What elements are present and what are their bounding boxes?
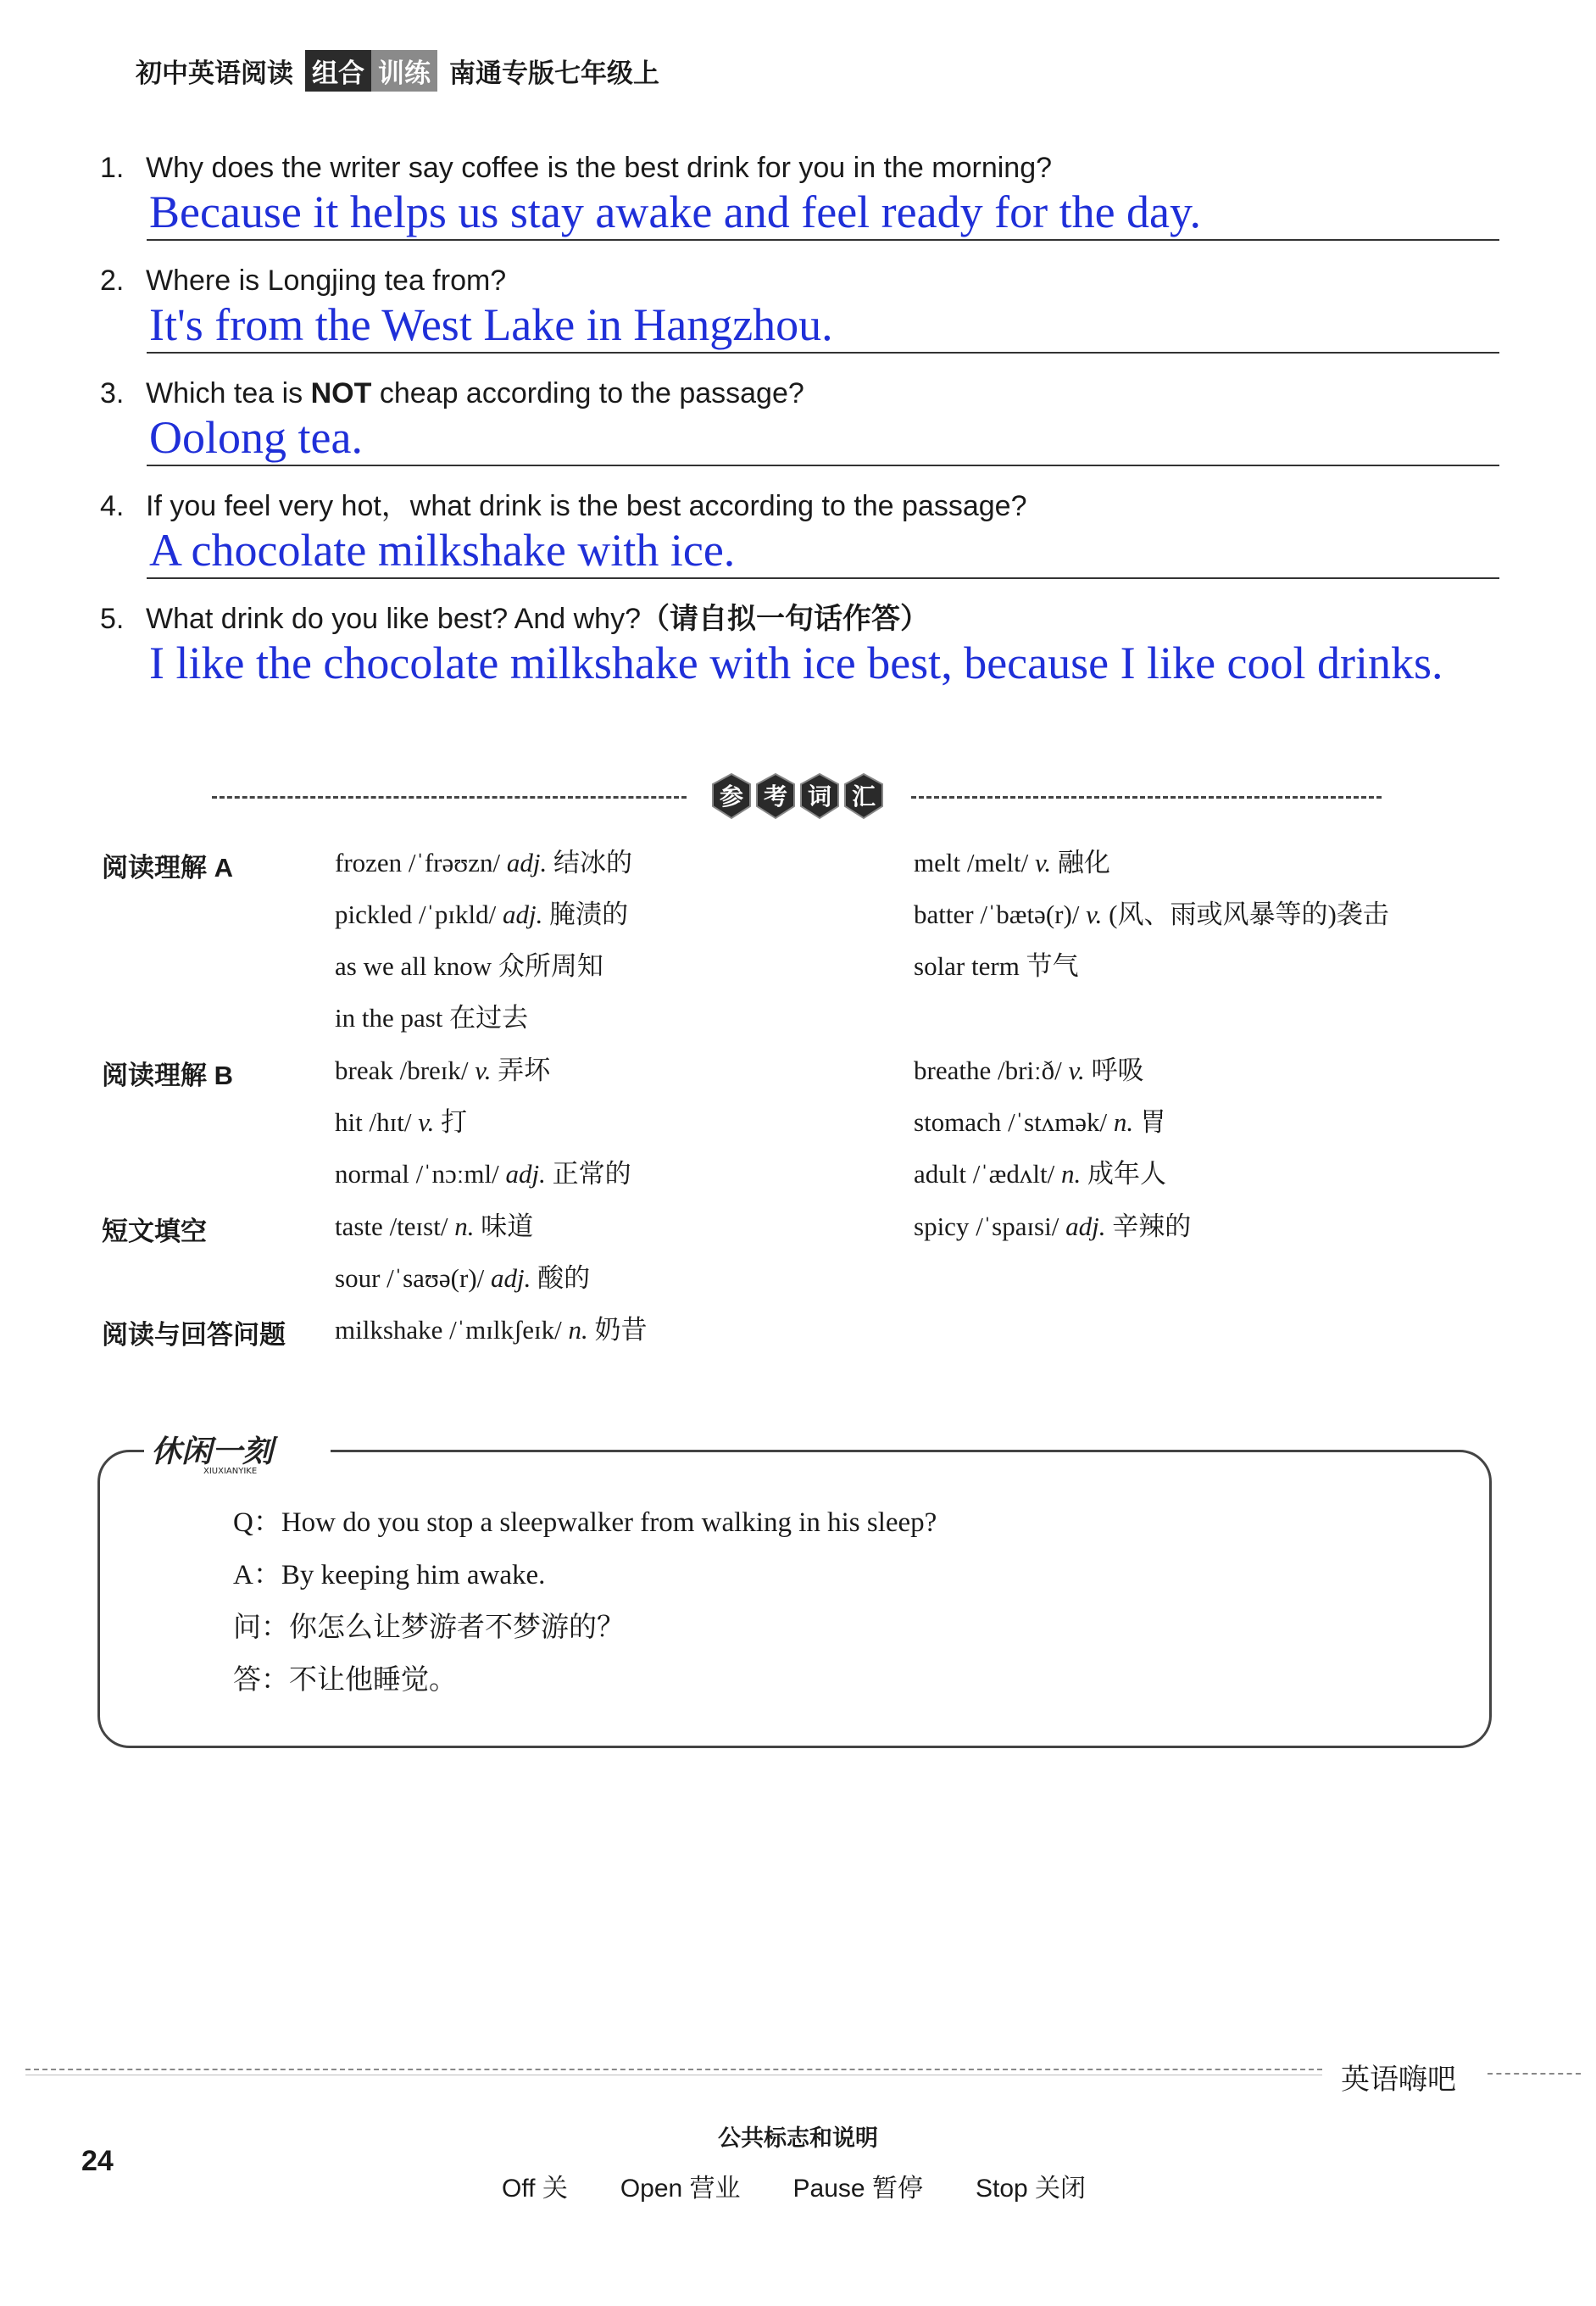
joke-title-text: 休闲一刻 [151,1434,274,1469]
series-tag-part2: 训练 [371,50,437,92]
question-text [100,602,1499,636]
phonetic: /ˈfrəʊzn/ [408,848,501,877]
vocab-entry [335,1313,648,1347]
part-of-speech: adj. [491,1263,531,1293]
question-prompt: What drink do you like best? And why? [146,603,641,635]
sign-en: Open [620,2175,683,2203]
phonetic: /ˈmɪlkʃeɪk/ [449,1315,562,1345]
question-3 [100,376,1499,466]
meaning: 众所周知 [498,951,603,981]
joke-answer: A：By keeping him awake. [233,1560,546,1590]
question-number: 3. [100,377,125,409]
question-prompt: If you feel very hot，what drink is the best according to the passage? [146,490,1027,522]
part-of-speech: v. [418,1107,435,1137]
meaning: 奶昔 [594,1315,648,1345]
vocab-title-char: 汇 [851,783,876,810]
word: normal [335,1159,409,1189]
question-emphasis: NOT [310,377,372,409]
vocab-entry [335,1106,467,1139]
vocab-entry [914,950,1079,983]
answer-line [147,239,1499,241]
edition-label: 南通专版七年级上 [449,58,659,88]
vocab-entry [914,1054,1143,1088]
sign-cn: 关闭 [1035,2175,1087,2203]
sign-item [976,2167,1086,2204]
joke-box [97,1450,1492,1748]
vocab-entry [335,1001,528,1035]
part-of-speech: v. [1068,1056,1085,1085]
vocab-badge [708,771,886,823]
handwritten-answer: I like the chocolate milkshake with ice best, because I like cool drinks. [149,638,1443,688]
sign-en: Stop [975,2175,1028,2203]
sign-en: Off [502,2175,536,2203]
joke-question: Q：How do you stop a sleepwalker from walking in his sleep? [233,1507,937,1538]
meaning: 融化 [1057,848,1110,877]
part-of-speech: n. [1060,1159,1082,1189]
footer-divider [25,2069,1322,2070]
joke-subtitle: XIUXIANYIKE [203,1467,258,1476]
joke-title [144,1424,331,1480]
divider [212,796,687,799]
question-1 [100,151,1499,241]
joke-title-art [144,1424,331,1480]
word: break [335,1056,393,1085]
phonetic: /ˈbætə(r)/ [980,900,1080,929]
joke-answer-cn: 答：不让他睡觉。 [233,1665,457,1696]
sign-item [620,2167,741,2204]
handwritten-answer: A chocolate milkshake with ice. [149,525,736,576]
vocab-entry [335,1054,550,1088]
vocab-title-char: 词 [807,783,832,810]
vocab-entry [335,950,603,983]
section-label: 阅读理解 A [102,853,233,883]
question-text [100,151,1499,185]
vocab-header [212,767,1382,827]
phonetic: /hɪt/ [369,1107,412,1137]
question-4 [100,489,1499,579]
question-number: 4. [100,490,125,522]
answer-line [147,352,1499,354]
meaning: 弄坏 [498,1056,551,1085]
vocab-entry [914,1210,1191,1244]
meaning: 腌渍的 [549,900,629,929]
meaning: 打 [441,1107,468,1137]
footer-signs [502,2167,1086,2204]
meaning: 辛辣的 [1112,1211,1192,1241]
phonetic: /ˈspaɪsi/ [976,1211,1059,1241]
footer-divider [1488,2073,1581,2075]
part-of-speech: n. [1113,1107,1134,1137]
word: stomach [914,1107,1002,1137]
word: solar term [914,951,1020,981]
vocab-entry [335,1157,631,1191]
meaning: 节气 [1026,951,1079,981]
meaning: 在过去 [449,1003,529,1033]
vocab-entry [914,846,1110,880]
vocab-entry [914,1106,1166,1139]
question-instruction: （请自拟一句话作答） [641,603,929,635]
meaning: 呼吸 [1091,1056,1144,1085]
question-text [100,376,1499,410]
section-label: 阅读理解 B [102,1061,233,1090]
question-prompt-end: cheap according to the passage? [371,377,804,409]
question-prompt-start: Which tea is [146,377,311,409]
sign-cn: 营业 [689,2175,741,2203]
section-label: 阅读与回答问题 [102,1320,286,1350]
phonetic: /melt/ [966,848,1029,877]
part-of-speech: v. [475,1056,492,1085]
meaning: 味道 [481,1211,534,1241]
meaning: (风、雨或风暴等的)袭击 [1109,900,1389,929]
part-of-speech: n. [454,1211,475,1241]
question-5 [100,602,1499,690]
question-text [100,264,1499,298]
sign-item [793,2167,923,2204]
sign-en: Pause [792,2175,865,2203]
meaning: 酸的 [537,1263,591,1293]
part-of-speech: adj. [505,1159,546,1189]
phonetic: /ˈnɔːml/ [415,1159,499,1189]
footer-brand: 英语嗨吧 [1341,2064,1456,2096]
handwritten-answer: Oolong tea. [149,412,363,463]
word: milkshake [335,1315,443,1345]
answer-line [147,465,1499,466]
question-number: 1. [100,152,125,184]
question-prompt: Why does the writer say coffee is the best drink for you in the morning? [146,152,1053,184]
handwritten-answer: Because it helps us stay awake and feel ready for the day. [149,187,1201,237]
footer-title: 公共标志和说明 [718,2125,878,2151]
phonetic: /ˈstʌmək/ [1008,1107,1108,1137]
part-of-speech: v. [1034,848,1052,877]
phonetic: /breɪk/ [399,1056,469,1085]
vocab-entry [335,1210,533,1244]
word: frozen [335,848,403,877]
word: hit [335,1107,363,1137]
word: breathe [914,1056,992,1085]
phonetic: /ˈsaʊə(r)/ [386,1263,485,1293]
vocab-entry [914,898,1389,932]
series-tag [305,50,437,92]
part-of-speech: adj. [506,848,548,877]
question-prompt: Where is Longjing tea from? [146,265,507,297]
phonetic: /briːð/ [997,1056,1062,1085]
question-number: 2. [100,265,125,297]
book-title: 初中英语阅读 [136,58,293,88]
joke-question-cn: 问：你怎么让梦游者不梦游的？ [233,1613,625,1643]
sign-item [502,2167,568,2204]
sign-cn: 关 [542,2175,568,2203]
question-2 [100,264,1499,354]
part-of-speech: n. [568,1315,588,1345]
divider [911,796,1382,799]
vocab-entry [335,1262,590,1295]
phonetic: /teɪst/ [389,1211,448,1241]
phonetic: /ˈpɪkld/ [419,900,497,929]
question-number: 5. [100,603,125,635]
word: in the past [335,1003,443,1033]
word: sour [335,1263,381,1293]
vocab-title-char: 考 [763,783,788,810]
vocab-title-char: 参 [719,783,744,810]
part-of-speech: v. [1086,900,1103,929]
meaning: 结冰的 [553,848,633,877]
vocab-entry [335,846,632,880]
word: pickled [335,900,413,929]
page-number: 24 [81,2145,114,2177]
word: taste [335,1211,383,1241]
meaning: 成年人 [1087,1159,1166,1189]
word: as we all know [335,951,492,981]
page-header [136,49,659,92]
word: adult [914,1159,966,1189]
question-text [100,489,1499,523]
word: spicy [914,1211,970,1241]
phonetic: /ˈædʌlt/ [972,1159,1055,1189]
vocab-entry [914,1157,1166,1191]
answer-line [147,577,1499,579]
meaning: 胃 [1139,1107,1166,1137]
word: batter [914,900,974,929]
series-tag-part1: 组合 [305,50,371,92]
part-of-speech: adj. [503,900,543,929]
meaning: 正常的 [552,1159,631,1189]
part-of-speech: adj. [1065,1211,1106,1241]
handwritten-answer: It's from the West Lake in Hangzhou. [149,299,833,350]
word: melt [914,848,961,877]
section-label: 短文填空 [102,1217,207,1246]
sign-cn: 暂停 [871,2175,923,2203]
vocab-entry [335,898,628,932]
